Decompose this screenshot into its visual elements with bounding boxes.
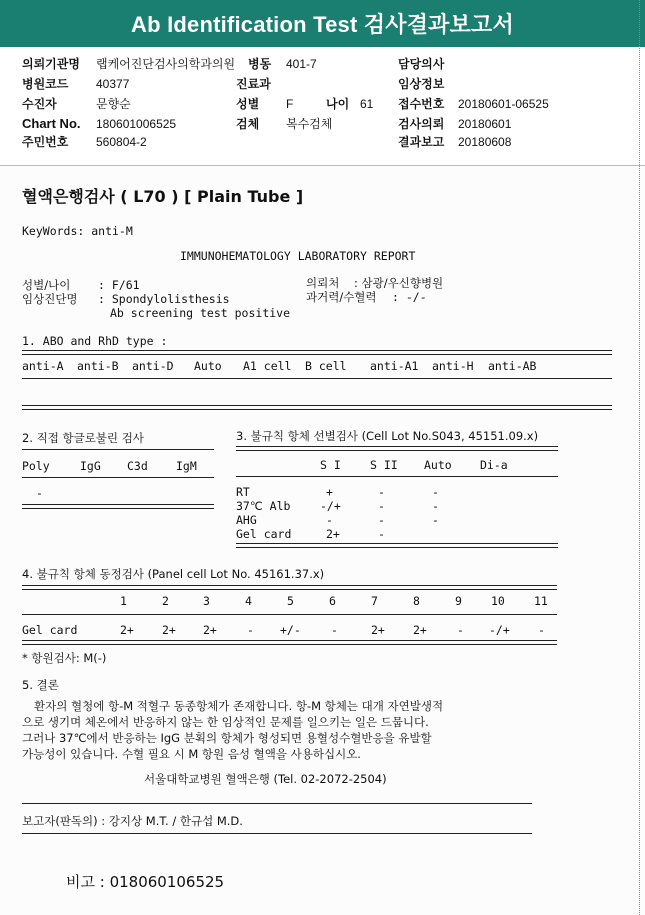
- doctor-label: 담당의사: [398, 57, 445, 71]
- abo-col-anti-h: anti-H: [432, 359, 474, 373]
- sex-age-label: 성별/나이: [22, 278, 71, 292]
- abo-col-anti-a1: anti-A1: [370, 359, 419, 373]
- abo-col-b-cell: B cell: [305, 359, 347, 373]
- panel-col-9: 9: [455, 594, 462, 608]
- lab-report-title: IMMUNOHEMATOLOGY LABORATORY REPORT: [180, 249, 416, 263]
- ward-value: 401-7: [286, 57, 317, 71]
- conclusion-line-1: 환자의 혈청에 항-M 적혈구 동종항체가 존재합니다. 항-M 항체는 대개 자연발생적: [34, 699, 444, 713]
- panel-top-rule: [22, 585, 557, 590]
- dat-title: 2. 직접 항글로불린 검사: [22, 431, 144, 445]
- dat-col-poly: Poly: [22, 459, 50, 473]
- hospital-code-label: 병원코드: [22, 77, 69, 91]
- panel-col-11: 11: [534, 594, 548, 608]
- screen-title: 3. 불규칙 항체 선별검사 (Cell Lot No.S043, 45151.09.x): [236, 429, 539, 443]
- sex-age-value: : F/61: [98, 278, 140, 292]
- panel-col-6: 6: [329, 594, 336, 608]
- panel-col-5: 5: [287, 594, 294, 608]
- resident-number-label: 주민번호: [22, 135, 69, 149]
- diagnosis-value: : Spondylolisthesis: [98, 292, 230, 306]
- dat-col-igg: IgG: [80, 459, 101, 473]
- panel-row-label: Gel card: [22, 623, 78, 637]
- conclusion-line-2: 으로 생기며 체온에서 반응하지 않는 한 임상적인 문제를 일으키는 일은 드뭅니다.: [22, 715, 429, 729]
- chart-no-label: Chart No.: [22, 116, 81, 131]
- ward-label: 병동: [248, 57, 272, 71]
- antigen-test: * 항원검사: M(-): [22, 651, 107, 665]
- screen-row-gel-s2: -: [378, 527, 385, 541]
- panel-mid-rule: [22, 614, 557, 615]
- screen-row-ahg-s1: -: [326, 513, 333, 527]
- panel-val-3: 2+: [203, 623, 217, 637]
- screen-row-ahg-auto: -: [432, 513, 439, 527]
- dat-mid-rule: [22, 477, 214, 478]
- panel-val-8: 2+: [413, 623, 427, 637]
- department-label: 진료과: [236, 77, 271, 91]
- abo-col-anti-b: anti-B: [77, 359, 119, 373]
- panel-col-1: 1: [120, 594, 127, 608]
- reporter-top-rule: [22, 803, 532, 804]
- panel-val-2: 2+: [162, 623, 176, 637]
- panel-val-4: -: [247, 623, 254, 637]
- panel-bottom-rule: [22, 640, 557, 645]
- history-label: 과거력/수혈력: [306, 290, 377, 304]
- panel-col-7: 7: [371, 594, 378, 608]
- panel-title: 4. 불규칙 항체 동정검사 (Panel cell Lot No. 45161.37.x): [22, 567, 325, 581]
- screen-col-s2: S II: [370, 458, 398, 472]
- panel-col-2: 2: [162, 594, 169, 608]
- panel-val-1: 2+: [120, 623, 134, 637]
- screen-row-ahg-s2: -: [378, 513, 385, 527]
- sex-label: 성별: [236, 97, 260, 111]
- report-title: Ab Identification Test 검사결과보고서: [131, 12, 514, 37]
- request-date-label: 검사의뢰: [398, 117, 445, 131]
- panel-val-9: -: [457, 623, 464, 637]
- abo-col-anti-d: anti-D: [132, 359, 174, 373]
- panel-col-8: 8: [413, 594, 420, 608]
- receipt-number-label: 접수번호: [398, 97, 445, 111]
- hospital-name-label: 의뢰기관명: [22, 57, 80, 71]
- age-value: 61: [360, 97, 374, 111]
- screen-row-alb-auto: -: [432, 499, 439, 513]
- panel-col-3: 3: [203, 594, 210, 608]
- panel-col-10: 10: [491, 594, 505, 608]
- conclusion-title: 5. 결론: [22, 678, 59, 692]
- scanned-report: [0, 166, 645, 915]
- dat-value-poly: -: [36, 486, 43, 500]
- screen-row-rt-auto: -: [432, 485, 439, 499]
- history-value: : -/-: [392, 290, 427, 304]
- abo-col-auto: Auto: [194, 359, 222, 373]
- dat-col-c3d: C3d: [127, 459, 148, 473]
- screen-top-rule: [236, 446, 558, 451]
- screen-row-ahg-label: AHG: [236, 513, 257, 527]
- sex-value: F: [286, 97, 294, 111]
- screen-row-alb-label: 37℃ Alb: [236, 499, 291, 513]
- reporter: 보고자(판독의) : 강지상 M.T. / 한규섭 M.D.: [22, 814, 243, 828]
- resident-number-value: 560804-2: [96, 135, 147, 149]
- report-date-label: 결과보고: [398, 135, 445, 149]
- remark: 비고 : 018060106525: [66, 873, 225, 891]
- screen-col-dia: Di-a: [480, 458, 508, 472]
- abo-top-rule: [22, 350, 612, 355]
- clinical-info-label: 임상정보: [398, 77, 445, 91]
- specimen-label: 검체: [236, 117, 260, 131]
- request-date-value: 20180601: [458, 117, 512, 131]
- requester-label: 의뢰처: [306, 276, 340, 290]
- hospital-name-value: 랩케어진단검사의학과의원: [96, 57, 236, 71]
- abo-col-anti-ab: anti-AB: [488, 359, 537, 373]
- screen-bottom-rule: [236, 543, 558, 548]
- receipt-number-value: 20180601-06525: [458, 97, 549, 111]
- patient-value: 문향순: [96, 97, 131, 111]
- screen-row-alb-s1: -/+: [320, 499, 341, 513]
- dat-col-igm: IgM: [176, 459, 197, 473]
- dat-bottom-rule: [22, 504, 214, 509]
- screen-col-s1: S I: [320, 458, 341, 472]
- hospital-code-value: 40377: [96, 77, 130, 91]
- abo-mid-rule: [22, 378, 612, 379]
- reporter-bottom-rule: [22, 833, 532, 834]
- conclusion-line-4: 가능성이 있습니다. 수혈 필요 시 M 항원 음성 혈액을 사용하십시오.: [22, 747, 361, 761]
- keywords: KeyWords: anti-M: [22, 224, 133, 238]
- abo-bottom-rule: [22, 405, 612, 410]
- panel-val-7: 2+: [371, 623, 385, 637]
- screen-row-rt-s1: +: [326, 485, 333, 499]
- panel-val-11: -: [538, 623, 545, 637]
- patient-label: 수진자: [22, 97, 57, 111]
- age-label: 나이: [326, 97, 350, 111]
- diagnosis-label: 임상진단명: [22, 292, 78, 306]
- panel-val-6: -: [331, 623, 338, 637]
- chart-no-value: 180601006525: [96, 117, 177, 131]
- abo-col-anti-a: anti-A: [22, 359, 64, 373]
- panel-val-5: +/-: [280, 623, 301, 637]
- test-heading: 혈액은행검사 ( L70 ) [ Plain Tube ]: [22, 187, 304, 206]
- screen-row-rt-s2: -: [378, 485, 385, 499]
- screen-row-alb-s2: -: [378, 499, 385, 513]
- screen-row-rt-label: RT: [236, 485, 250, 499]
- dat-top-rule: [22, 449, 214, 450]
- screen-mid-rule: [236, 476, 558, 477]
- page-edge-divider: [639, 0, 645, 915]
- abo-title: 1. ABO and RhD type :: [22, 334, 168, 348]
- screen-row-gel-label: Gel card: [236, 527, 292, 541]
- specimen-value: 복수검체: [286, 117, 333, 131]
- hospital-contact: 서울대학교병원 혈액은행 (Tel. 02-2072-2504): [144, 772, 387, 786]
- report-date-value: 20180608: [458, 135, 512, 149]
- panel-val-10: -/+: [489, 623, 510, 637]
- conclusion-line-3: 그러나 37℃에서 반응하는 IgG 분획의 항체가 형성되면 용혈성수혈반응을 유발할: [22, 731, 432, 745]
- panel-col-4: 4: [245, 594, 252, 608]
- requester-value: : 삼광/우신향병원: [354, 276, 444, 290]
- screen-col-auto: Auto: [424, 458, 452, 472]
- screen-row-gel-s1: 2+: [326, 527, 340, 541]
- report-title-bar: [0, 0, 645, 47]
- diagnosis-value-2: Ab screening test positive: [110, 306, 291, 320]
- abo-col-a1-cell: A1 cell: [243, 359, 292, 373]
